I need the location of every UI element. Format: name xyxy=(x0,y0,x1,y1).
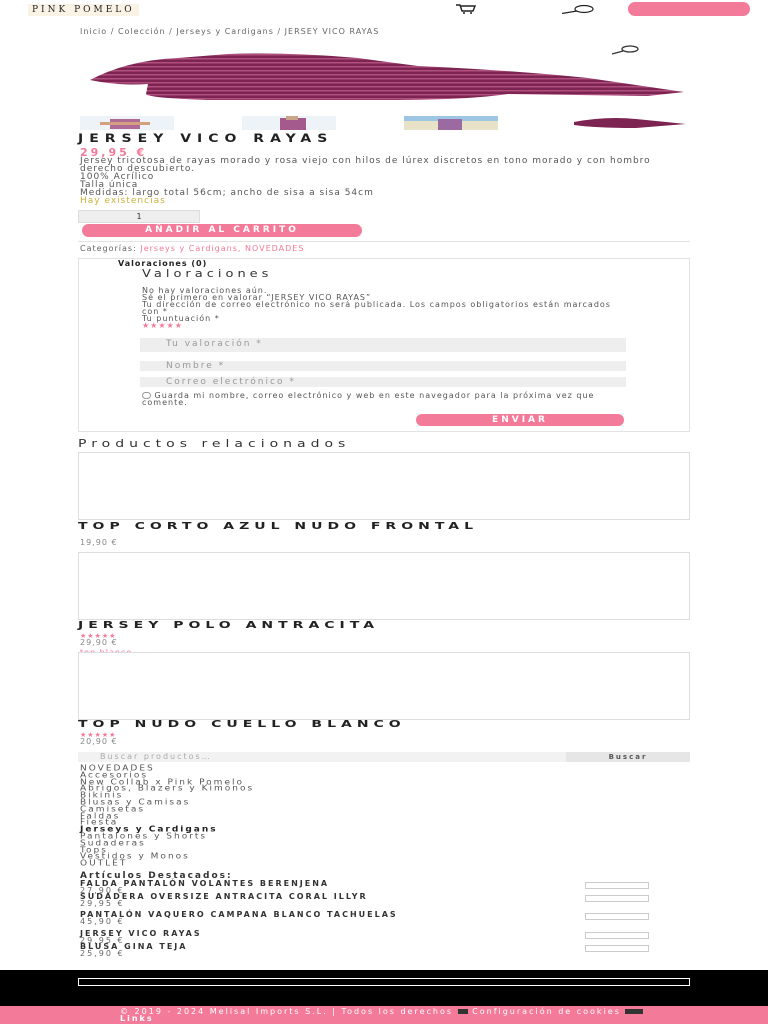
menu-item[interactable]: OUTLET xyxy=(80,859,128,868)
categories: Categorías: Jerseys y Cardigans, NOVEDADES xyxy=(80,244,305,253)
menu-item[interactable]: Accesorios xyxy=(80,771,149,780)
menu-item[interactable]: New Collab x Pink Pomelo xyxy=(80,777,244,787)
stock-status: Hay existencias xyxy=(80,196,166,206)
menu-item[interactable]: NOVEDADES xyxy=(80,764,155,773)
menu-item[interactable]: Tops xyxy=(80,845,108,855)
featured-item[interactable]: JERSEY VICO RAYAS 29,95 € xyxy=(80,929,202,945)
menu-item-active[interactable]: Jerseys y Cardigans xyxy=(80,825,218,834)
site-header xyxy=(0,0,768,20)
rating-select[interactable]: Tu valoración * xyxy=(140,338,626,352)
product-title: JERSEY VICO RAYAS xyxy=(78,132,334,146)
product-thumbnail[interactable] xyxy=(404,116,498,130)
footer-link-icon[interactable] xyxy=(625,1009,643,1014)
menu-item[interactable]: Fiesta xyxy=(80,818,119,828)
copyright-bar xyxy=(0,1006,768,1024)
product-description: Jersey tricotosa de rayas morado y rosa viejo con hilos de lúrex discretos en tono morado y con hombro derecho descubierto. 100% Acrílico Talla única Medidas: largo total 56cm; ancho de sisa a sisa 54cm Hay existencias xyxy=(80,157,690,205)
related-product-image[interactable] xyxy=(78,452,690,520)
footer-link[interactable]: Links xyxy=(120,1014,154,1023)
footer xyxy=(0,970,768,1006)
related-product-price: 29,90 € xyxy=(80,638,118,647)
reviews-title: Valoraciones xyxy=(142,268,273,280)
menu-item[interactable]: Vestidos y Monos xyxy=(80,852,190,862)
cookie-icon[interactable] xyxy=(458,1009,468,1014)
menu-item[interactable]: Sudaderas xyxy=(80,839,146,848)
menu-item[interactable]: Pantalones y Shorts xyxy=(80,832,208,841)
cart-icon[interactable] xyxy=(456,4,476,14)
rating-stars: ★★★★★ xyxy=(80,632,117,640)
add-to-cart-button[interactable]: AÑADIR AL CARRITO xyxy=(82,224,362,237)
menu-item[interactable]: Bikinis xyxy=(80,791,124,800)
copyright-text: © 2019 - 2024 Melisal Imports S.L. | Todos los derechos Configuración de cookies Links xyxy=(120,1008,680,1022)
related-product-name[interactable]: JERSEY POLO ANTRACITA xyxy=(78,619,380,631)
featured-thumbnail[interactable] xyxy=(585,913,649,920)
divider xyxy=(78,241,690,242)
footer-bar xyxy=(78,978,690,986)
category-links[interactable]: Jerseys y Cardigans, NOVEDADES xyxy=(140,244,305,253)
menu-item[interactable]: Abrigos, Blazers y Kimonos xyxy=(80,784,255,794)
featured-item[interactable]: FALDA PANTALÓN VOLANTES BERENJENA 27,90 € xyxy=(80,879,330,895)
breadcrumb[interactable]: Inicio / Colección / Jerseys y Cardigans / JERSEY VICO RAYAS xyxy=(80,27,380,36)
name-field[interactable]: Nombre * xyxy=(140,361,626,371)
rating-stars: ★★★★★ xyxy=(80,731,117,739)
featured-thumbnail[interactable] xyxy=(585,895,649,902)
product-thumbnail[interactable] xyxy=(566,116,690,130)
related-product-image[interactable] xyxy=(78,552,690,620)
product-thumbnail[interactable] xyxy=(242,116,336,130)
menu-item[interactable]: Faldas xyxy=(80,811,121,821)
product-thumbnail[interactable] xyxy=(80,116,174,130)
featured-item[interactable]: SUDADERA OVERSIZE ANTRACITA CORAL ILLYR 29,95 € xyxy=(80,892,368,908)
related-title: Productos relacionados xyxy=(78,438,351,450)
search-icon[interactable] xyxy=(560,4,596,14)
logo[interactable]: PINK POMELO xyxy=(28,4,139,16)
related-product-name[interactable]: TOP NUDO CUELLO BLANCO xyxy=(78,718,406,730)
search-button[interactable]: Buscar xyxy=(566,752,690,762)
rating-stars[interactable]: ★★★★★ xyxy=(142,321,183,330)
featured-thumbnail[interactable] xyxy=(585,932,649,939)
reviews-info: No hay valoraciones aún. Sé el primero en valorar “JERSEY VICO RAYAS” Tu dirección de correo electrónico no será publicada. Los campos obligatorios están marcados con * Tu puntuación * ★★★★★ xyxy=(142,287,622,329)
featured-item[interactable]: BLUSA GINA TEJA 25,90 € xyxy=(80,942,188,958)
related-product-price: 19,90 € xyxy=(80,538,118,547)
menu-item[interactable]: Camisetas xyxy=(80,805,146,814)
related-product-image[interactable] xyxy=(78,652,690,720)
zoom-icon[interactable] xyxy=(606,44,642,56)
product-price: 29,95 € xyxy=(80,146,148,159)
tab-reviews[interactable]: Valoraciones (0) xyxy=(118,259,208,268)
menu-item[interactable]: Blusas y Camisas xyxy=(80,798,191,807)
featured-item[interactable]: PANTALÓN VAQUERO CAMPANA BLANCO TACHUELAS 45,90 € xyxy=(80,910,398,926)
category-menu xyxy=(80,766,254,868)
consent-checkbox-label[interactable]: Guarda mi nombre, correo electrónico y web en este navegador para la próxima vez que comente. xyxy=(142,391,595,407)
submit-review-button[interactable]: ENVIAR xyxy=(416,414,624,426)
featured-title: Artículos Destacados: xyxy=(80,871,233,881)
related-product-name[interactable]: TOP CORTO AZUL NUDO FRONTAL xyxy=(78,520,479,532)
product-main-image[interactable] xyxy=(88,50,688,108)
product-search xyxy=(78,752,690,762)
cookie-settings-link[interactable]: Configuración de cookies xyxy=(472,1007,621,1016)
email-field[interactable]: Correo electrónico * xyxy=(140,377,626,387)
search-input[interactable]: Buscar productos… xyxy=(100,752,212,761)
featured-thumbnail[interactable] xyxy=(585,945,649,952)
header-pink-button[interactable] xyxy=(628,2,750,16)
quantity-input[interactable]: 1 xyxy=(78,210,200,223)
related-product-price: 20,90 € xyxy=(80,737,118,746)
featured-thumbnail[interactable] xyxy=(585,882,649,889)
